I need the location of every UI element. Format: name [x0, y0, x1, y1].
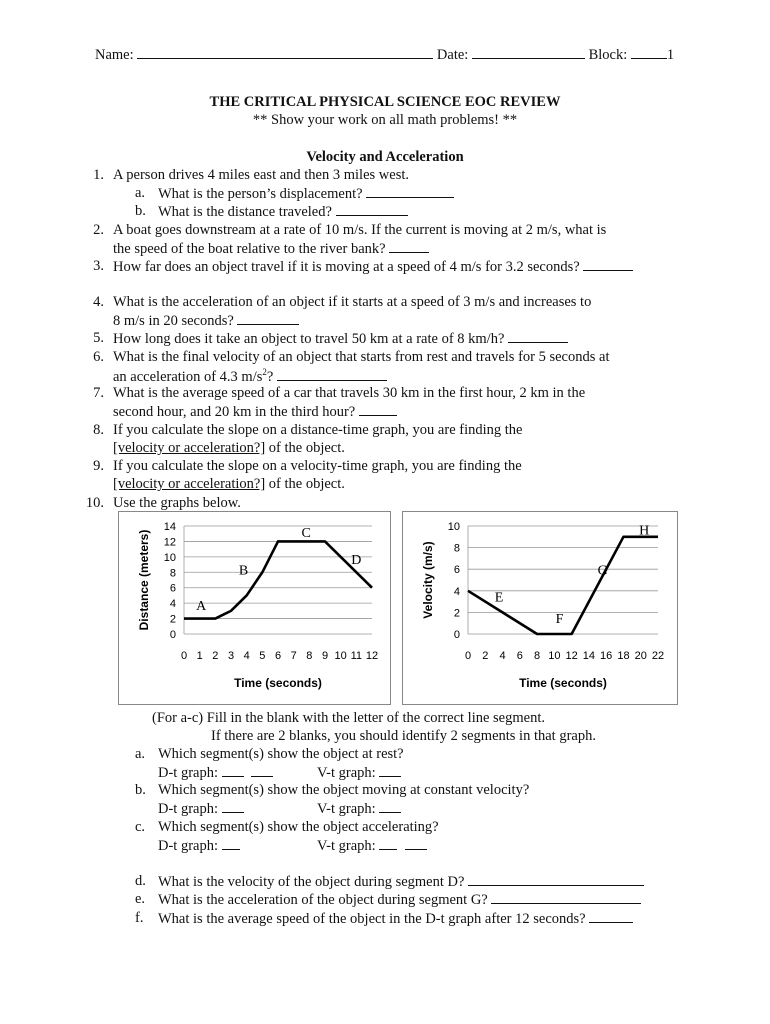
- q6-superscript: 2: [262, 367, 267, 377]
- dt-y-tick-label: 8: [169, 567, 176, 580]
- vt-x-tick-label: 20: [634, 650, 647, 662]
- subq-c-dt-label: D-t graph:: [158, 838, 218, 854]
- name-field[interactable]: [137, 46, 433, 59]
- q8-choice[interactable]: [velocity or acceleration?]: [113, 440, 266, 456]
- q2-line2: the speed of the boat relative to the river bank?: [113, 241, 386, 257]
- subq-d-answer[interactable]: [468, 873, 644, 886]
- vt-y-tick-label: 8: [453, 542, 460, 555]
- subq-b-text: Which segment(s) show the object moving at constant velocity?: [158, 782, 530, 798]
- vt-x-tick-label: 18: [617, 650, 630, 662]
- subq-a-vt-answer[interactable]: [379, 764, 401, 777]
- q10-number: 10.: [85, 495, 104, 511]
- block-field[interactable]: [631, 46, 667, 59]
- page-subtitle: ** Show your work on all math problems! **: [252, 112, 518, 128]
- vt-x-tick-label: 14: [582, 650, 596, 662]
- vt-y-tick-label: 4: [453, 585, 460, 598]
- dt-x-tick-label: 10: [334, 650, 347, 662]
- subq-c-vt-answer-1[interactable]: [379, 837, 397, 850]
- q3-text: How far does an object travel if it is moving at a speed of 4 m/s for 3.2 seconds?: [113, 259, 580, 275]
- q9-line2-end: of the object.: [265, 476, 345, 492]
- vt-x-tick-label: 22: [651, 650, 665, 662]
- date-label: Date:: [436, 47, 469, 63]
- dt-segment-label-c: C: [301, 525, 311, 541]
- q7-line2-wrap: [113, 403, 397, 421]
- distance-time-chart: [118, 511, 391, 705]
- vt-x-tick-label: 2: [482, 650, 489, 662]
- name-label: Name:: [95, 47, 134, 63]
- q5: [113, 330, 568, 348]
- dt-segment-label-a: A: [196, 599, 207, 615]
- vt-y-tick-label: 10: [447, 521, 460, 533]
- subq-c-number: c.: [135, 819, 146, 835]
- q7-number: 7.: [93, 385, 104, 401]
- vt-segment-label-h: H: [639, 523, 650, 539]
- q6-answer[interactable]: [277, 368, 387, 381]
- dt-segment-label-d: D: [351, 552, 362, 568]
- q5-number: 5.: [93, 330, 104, 346]
- vt-x-tick-label: 0: [464, 650, 472, 662]
- q6-number: 6.: [93, 349, 104, 365]
- dt-x-tick-label: 4: [243, 650, 250, 662]
- q9-number: 9.: [93, 458, 104, 474]
- q1b: [158, 203, 408, 221]
- q3-number: 3.: [93, 258, 104, 274]
- q9-choice[interactable]: [velocity or acceleration?]: [113, 476, 266, 492]
- dt-x-tick-label: 9: [321, 650, 329, 662]
- q2-answer[interactable]: [389, 240, 429, 253]
- subq-a-dt-answer-1[interactable]: [222, 764, 244, 777]
- dt-y-tick-label: 6: [169, 582, 176, 595]
- subq-b-number: b.: [135, 782, 146, 798]
- subq-c-vt: [317, 837, 427, 855]
- dt-x-tick-label: 12: [365, 650, 379, 662]
- vt-x-tick-label: 16: [600, 650, 613, 662]
- q7-line1: What is the average speed of a car that travels 30 km in the first hour, 2 km in the: [113, 385, 586, 401]
- vt-y-axis-label: Velocity (m/s): [421, 541, 435, 619]
- page-title: THE CRITICAL PHYSICAL SCIENCE EOC REVIEW: [209, 94, 561, 110]
- q1a-number: a.: [135, 185, 146, 201]
- subq-b-dt-label: D-t graph:: [158, 801, 218, 817]
- subq-c-text: Which segment(s) show the object accelerating?: [158, 819, 439, 835]
- date-field[interactable]: [472, 46, 585, 59]
- q1b-number: b.: [135, 203, 146, 219]
- dt-x-tick-label: 11: [350, 650, 363, 662]
- vt-x-tick-label: 10: [548, 650, 561, 662]
- subq-b-dt-answer[interactable]: [222, 800, 244, 813]
- q4-line1: What is the acceleration of an object if it starts at a speed of 3 m/s and increases to: [113, 294, 592, 310]
- block-value: 1: [666, 47, 675, 63]
- dt-x-tick-label: 8: [306, 650, 313, 662]
- q5-answer[interactable]: [508, 330, 568, 343]
- q2-line2-wrap: [113, 240, 429, 258]
- q6-line1: What is the final velocity of an object that starts from rest and travels for 5 seconds at: [113, 349, 610, 365]
- dt-x-tick-label: 7: [290, 650, 297, 662]
- q3-answer[interactable]: [583, 258, 633, 271]
- subq-b-dt: [158, 800, 244, 818]
- subq-e-text: What is the acceleration of the object during segment G?: [158, 892, 488, 908]
- subq-f-answer[interactable]: [589, 910, 633, 923]
- q1a-answer[interactable]: [366, 185, 454, 198]
- q1b-text: What is the distance traveled?: [158, 204, 332, 220]
- header-line: [95, 46, 674, 64]
- dt-y-tick-label: 12: [163, 536, 176, 549]
- subq-f-text: What is the average speed of the object in the D-t graph after 12 seconds?: [158, 911, 586, 927]
- subq-a-dt-label: D-t graph:: [158, 765, 218, 781]
- q5-text: How long does it take an object to travel 50 km at a rate of 8 km/h?: [113, 331, 505, 347]
- dt-y-tick-label: 4: [169, 598, 176, 611]
- q7-line2: second hour, and 20 km in the third hour?: [113, 404, 356, 420]
- subq-f-number: f.: [135, 910, 144, 926]
- dt-y-tick-label: 14: [163, 521, 176, 533]
- subq-d-number: d.: [135, 873, 146, 889]
- vt-segment-label-g: G: [597, 563, 608, 579]
- subq-c-vt-label: V-t graph:: [317, 838, 376, 854]
- subq-d-text: What is the velocity of the object during segment D?: [158, 874, 465, 890]
- dt-x-tick-label: 6: [274, 650, 282, 662]
- vt-x-axis-label: Time (seconds): [519, 676, 607, 690]
- subq-d: [158, 873, 644, 891]
- q9-line2-wrap: [113, 476, 345, 493]
- subq-c-vt-answer-2[interactable]: [405, 837, 427, 850]
- subq-a-dt: [158, 764, 273, 782]
- q2-number: 2.: [93, 222, 104, 238]
- dt-x-axis-label: Time (seconds): [234, 676, 322, 690]
- section-title: Velocity and Acceleration: [306, 149, 464, 165]
- q6-line2: an acceleration of 4.3 m/s: [113, 368, 263, 385]
- subq-b-vt-label: V-t graph:: [317, 801, 376, 817]
- subq-e-number: e.: [135, 891, 146, 907]
- dt-y-axis-label: Distance (meters): [137, 529, 151, 631]
- subq-e-answer[interactable]: [491, 891, 641, 904]
- dt-x-tick-label: 3: [227, 650, 235, 662]
- q6-line2-wrap: [113, 367, 387, 386]
- vt-y-tick-label: 6: [453, 564, 460, 577]
- instructions-line2: If there are 2 blanks, you should identify 2 segments in that graph.: [211, 728, 596, 744]
- q3: [113, 258, 633, 276]
- q4-number: 4.: [93, 294, 104, 310]
- q8-number: 8.: [93, 422, 104, 438]
- vt-y-tick-label: 2: [453, 607, 460, 620]
- subq-a-vt: [317, 764, 401, 782]
- subq-a-text: Which segment(s) show the object at rest?: [158, 746, 404, 762]
- q9-line1: If you calculate the slope on a velocity-time graph, you are finding the: [113, 458, 522, 474]
- dt-x-tick-label: 0: [180, 650, 188, 662]
- dt-x-tick-label: 1: [196, 650, 203, 662]
- subq-b-vt-answer[interactable]: [379, 800, 401, 813]
- dt-x-tick-label: 5: [259, 650, 266, 662]
- q1a-text: What is the person’s displacement?: [158, 186, 363, 202]
- subq-b-vt: [317, 800, 401, 818]
- q4-answer[interactable]: [237, 312, 299, 325]
- q8-line2-end: of the object.: [265, 440, 345, 456]
- dt-segment-label-b: B: [238, 563, 249, 579]
- vt-segment-label-f: F: [555, 611, 564, 627]
- dt-y-tick-label: 0: [169, 629, 176, 641]
- subq-c-dt: [158, 837, 240, 855]
- vt-x-tick-label: 4: [499, 650, 506, 662]
- q10-text: Use the graphs below.: [113, 495, 241, 511]
- vt-x-tick-label: 12: [565, 650, 578, 662]
- q1b-answer[interactable]: [336, 203, 408, 216]
- q1-text: A person drives 4 miles east and then 3 miles west.: [113, 167, 409, 183]
- q1-number: 1.: [93, 167, 104, 183]
- q6-line2-end: ?: [266, 368, 274, 385]
- vt-segment-label-e: E: [494, 590, 504, 606]
- subq-c-dt-answer[interactable]: [222, 837, 240, 850]
- velocity-time-chart: [402, 511, 678, 705]
- q4-line2-wrap: [113, 312, 299, 330]
- q8-line1: If you calculate the slope on a distance-time graph, you are finding the: [113, 422, 523, 438]
- subq-a-dt-answer-2[interactable]: [251, 764, 273, 777]
- dt-y-tick-label: 2: [169, 613, 176, 626]
- subq-e: [158, 891, 641, 909]
- subq-a-number: a.: [135, 746, 146, 762]
- q1a: [158, 185, 454, 203]
- subq-a-vt-label: V-t graph:: [317, 765, 376, 781]
- instructions-line1: (For a-c) Fill in the blank with the letter of the correct line segment.: [152, 710, 545, 726]
- vt-x-tick-label: 6: [516, 650, 523, 662]
- dt-x-tick-label: 2: [212, 650, 219, 662]
- q7-answer[interactable]: [359, 403, 397, 416]
- dt-y-tick-label: 10: [163, 551, 176, 564]
- block-label: Block:: [588, 47, 628, 63]
- vt-y-tick-label: 0: [453, 629, 460, 641]
- q2-line1: A boat goes downstream at a rate of 10 m/s. If the current is moving at 2 m/s, what is: [113, 222, 607, 238]
- subq-f: [158, 910, 633, 928]
- q8-line2-wrap: [113, 440, 345, 457]
- q4-line2: 8 m/s in 20 seconds?: [113, 313, 234, 329]
- vt-x-tick-label: 8: [534, 650, 541, 662]
